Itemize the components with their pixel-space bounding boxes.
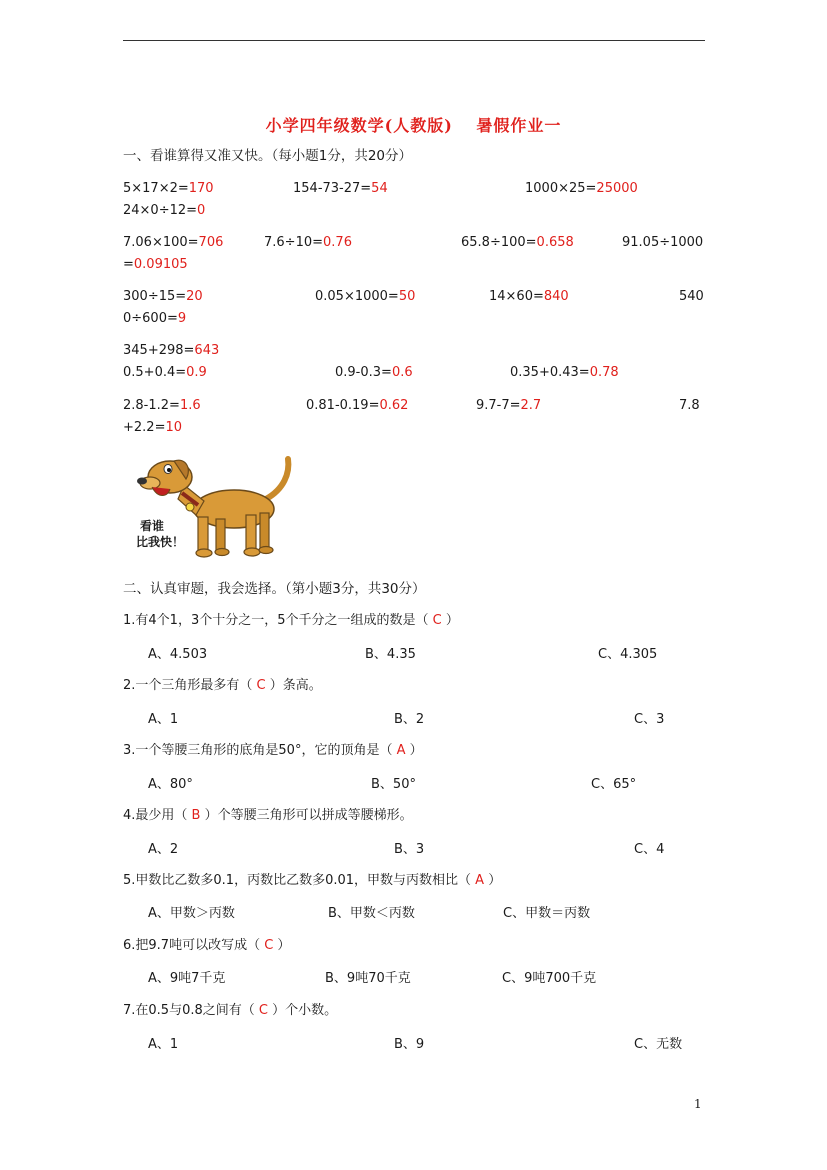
- arith-item: =0.09105: [123, 257, 188, 272]
- arith-item: 65.8÷100=0.658: [461, 235, 574, 250]
- option-b: B、甲数＜丙数: [328, 906, 415, 921]
- section1-heading: 一、看谁算得又准又快。（每小题1分，共20分）: [123, 148, 413, 164]
- option-a: A、1: [148, 1037, 179, 1052]
- arith-item: 0÷600=9: [123, 311, 187, 326]
- option-c: C、4.305: [598, 647, 658, 662]
- arith-item: 24×0÷12=0: [123, 203, 206, 218]
- option-c: C、65°: [591, 777, 637, 792]
- page-title: 小学四年级数学(人教版) 暑假作业一: [265, 116, 562, 135]
- question-stem: 7.在0.5与0.8之间有（ C ）个小数。: [123, 1003, 338, 1018]
- arith-item: 0.9-0.3=0.6: [335, 365, 413, 380]
- question-stem: 6.把9.7吨可以改写成（ C ）: [123, 938, 291, 953]
- arith-item: 5×17×2=170: [123, 181, 214, 196]
- option-a: A、9吨7千克: [148, 971, 226, 986]
- arith-item: 345+298=643: [123, 343, 220, 358]
- option-c: C、4: [634, 842, 665, 857]
- dog-caption-line2: 比我快！: [136, 535, 185, 549]
- arith-item: +2.2=10: [123, 420, 183, 435]
- arith-item: 0.81-0.19=0.62: [306, 398, 409, 413]
- arith-item: 2.8-1.2=1.6: [123, 398, 201, 413]
- dog-caption-line1: 看谁: [140, 519, 165, 533]
- arith-item: 91.05÷1000: [622, 235, 704, 250]
- option-c: C、3: [634, 712, 665, 727]
- header-rule: [123, 40, 705, 41]
- question-stem: 5.甲数比乙数多0.1，丙数比乙数多0.01，甲数与丙数相比（ A ）: [123, 873, 502, 888]
- arith-item: 7.6÷10=0.76: [264, 235, 352, 250]
- option-a: A、80°: [148, 777, 193, 792]
- option-a: A、甲数＞丙数: [148, 906, 235, 921]
- option-b: B、3: [394, 842, 425, 857]
- dog-illustration: [134, 455, 296, 561]
- arith-item: 0.35+0.43=0.78: [510, 365, 619, 380]
- option-a: A、1: [148, 712, 179, 727]
- option-c: C、无数: [634, 1037, 683, 1052]
- option-b: B、2: [394, 712, 425, 727]
- arith-item: 0.5+0.4=0.9: [123, 365, 207, 380]
- question-stem: 4.最少用（ B ）个等腰三角形可以拼成等腰梯形。: [123, 808, 413, 823]
- question-stem: 3.一个等腰三角形的底角是50°，它的顶角是（ A ）: [123, 743, 423, 758]
- arith-item: 1000×25=25000: [525, 181, 638, 196]
- option-b: B、9吨70千克: [325, 971, 411, 986]
- option-a: A、2: [148, 842, 179, 857]
- option-a: A、4.503: [148, 647, 208, 662]
- question-stem: 2.一个三角形最多有（ C ）条高。: [123, 678, 322, 693]
- option-c: C、9吨700千克: [502, 971, 597, 986]
- arith-item: 9.7-7=2.7: [476, 398, 542, 413]
- section2-heading: 二、认真审题，我会选择。（第小题3分，共30分）: [123, 581, 426, 597]
- option-b: B、50°: [371, 777, 416, 792]
- page-number: 1: [694, 1097, 702, 1111]
- arith-item: 7.06×100=706: [123, 235, 224, 250]
- arith-item: 540: [679, 289, 704, 304]
- arith-item: 14×60=840: [489, 289, 569, 304]
- option-b: B、9: [394, 1037, 425, 1052]
- arith-item: 300÷15=20: [123, 289, 203, 304]
- arith-item: 7.8: [679, 398, 700, 413]
- arith-item: 0.05×1000=50: [315, 289, 416, 304]
- arith-item: 154-73-27=54: [293, 181, 388, 196]
- question-stem: 1.有4个1，3个十分之一，5个千分之一组成的数是（ C ）: [123, 613, 459, 628]
- option-b: B、4.35: [365, 647, 416, 662]
- option-c: C、甲数＝丙数: [503, 906, 591, 921]
